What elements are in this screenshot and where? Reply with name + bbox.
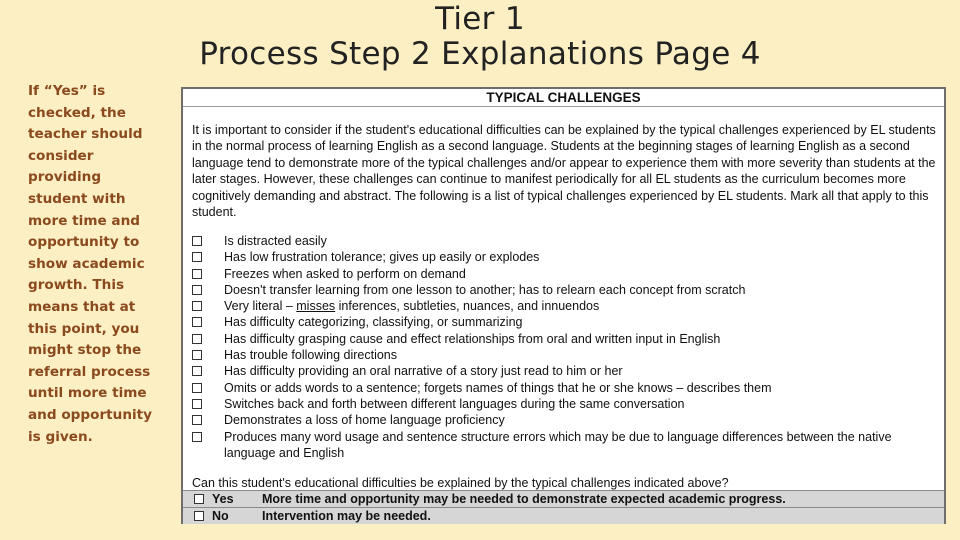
checkbox[interactable] bbox=[192, 252, 202, 262]
checkbox[interactable] bbox=[192, 285, 202, 295]
checkbox[interactable] bbox=[192, 432, 202, 442]
item-text: Has trouble following directions bbox=[224, 348, 398, 363]
list-item bbox=[192, 331, 944, 347]
checkbox[interactable] bbox=[192, 415, 202, 425]
item-text: Is distracted easily bbox=[224, 234, 327, 248]
title-line-2: Process Step 2 Explanations Page 4 bbox=[199, 36, 761, 72]
item-text: Omits or adds words to a sentence; forgets names of things that he or she knows – describes them bbox=[224, 380, 772, 395]
list-item bbox=[192, 249, 944, 265]
side-note: If “Yes” is checked, the teacher should consider providing student with more time and opportunity to show academic growth. This means that at this point, you might stop the referral process until more time and opportunity is given. bbox=[28, 83, 153, 445]
checkbox[interactable] bbox=[192, 366, 202, 376]
checkbox[interactable] bbox=[192, 269, 202, 279]
slide-title bbox=[180, 2, 780, 72]
item-text: Has low frustration tolerance; gives up easily or explodes bbox=[224, 250, 540, 265]
list-item bbox=[192, 396, 944, 412]
no-checkbox[interactable] bbox=[194, 511, 204, 521]
item-text: Has difficulty categorizing, classifying, or summarizing bbox=[224, 315, 523, 330]
checkbox[interactable] bbox=[192, 236, 202, 246]
checkbox[interactable] bbox=[192, 399, 202, 409]
checkbox[interactable] bbox=[192, 334, 202, 344]
item-text: Has difficulty providing an oral narrative of a story just read to him or her bbox=[224, 364, 623, 379]
checkbox[interactable] bbox=[192, 317, 202, 327]
question-text: Can this student's educational difficulties be explained by the typical challenges indicated above? bbox=[192, 476, 729, 490]
checkbox[interactable] bbox=[192, 383, 202, 393]
list-item bbox=[192, 233, 944, 249]
item-text: Freezes when asked to perform on demand bbox=[224, 266, 466, 281]
list-item bbox=[192, 380, 944, 396]
item-text bbox=[224, 298, 599, 314]
list-item bbox=[192, 347, 944, 363]
item-text: Produces many word usage and sentence structure errors which may be due to language differences between the native language and English bbox=[224, 429, 892, 460]
challenge-list bbox=[192, 233, 944, 461]
literal-underlined: misses bbox=[296, 299, 336, 314]
document-image bbox=[181, 87, 946, 524]
option-yes-text: More time and opportunity may be needed to demonstrate expected academic progress. bbox=[262, 492, 786, 506]
option-no-text: Intervention may be needed. bbox=[262, 509, 431, 523]
item-text: Switches back and forth between different languages during the same conversation bbox=[224, 396, 685, 411]
checkbox[interactable] bbox=[192, 350, 202, 360]
list-item bbox=[192, 266, 944, 282]
list-item bbox=[192, 429, 944, 462]
item-text: Has difficulty grasping cause and effect relationships from oral and written input in English bbox=[224, 331, 721, 346]
checkbox[interactable] bbox=[192, 301, 202, 311]
list-item bbox=[192, 412, 944, 428]
intro-paragraph: It is important to consider if the student's educational difficulties can be explained by the typical challenges experienced by EL students in the normal process of learning English as a second language. Students at the beginning stages of learning English as a second language tend to demonstrate more of the typical challenges and/or appear to experience them with more severity than students at the later stages. However, these challenges can continue to manifest periodically for all EL students as the curriculum becomes more cognitively demanding and abstract. The following is a list of typical challenges experienced by EL students. Mark all that apply to this student. bbox=[192, 123, 936, 220]
list-item bbox=[192, 363, 944, 379]
item-text: Doesn't transfer learning from one lesson to another; has to relearn each concept from scratch bbox=[224, 282, 746, 297]
option-yes-row bbox=[183, 490, 944, 507]
list-item bbox=[192, 314, 944, 330]
option-yes-label: Yes bbox=[212, 492, 234, 506]
option-no-label: No bbox=[212, 509, 229, 523]
yes-checkbox[interactable] bbox=[194, 494, 204, 504]
literal-end: inferences, subtleties, nuances, and innuendos bbox=[335, 299, 600, 314]
list-item bbox=[192, 298, 944, 314]
document-heading: TYPICAL CHALLENGES bbox=[183, 89, 944, 107]
option-no-row bbox=[183, 507, 944, 524]
list-item bbox=[192, 282, 944, 298]
item-text: Demonstrates a loss of home language proficiency bbox=[224, 413, 505, 428]
literal-start: Very literal – bbox=[224, 299, 297, 314]
title-line-1: Tier 1 bbox=[435, 1, 525, 37]
